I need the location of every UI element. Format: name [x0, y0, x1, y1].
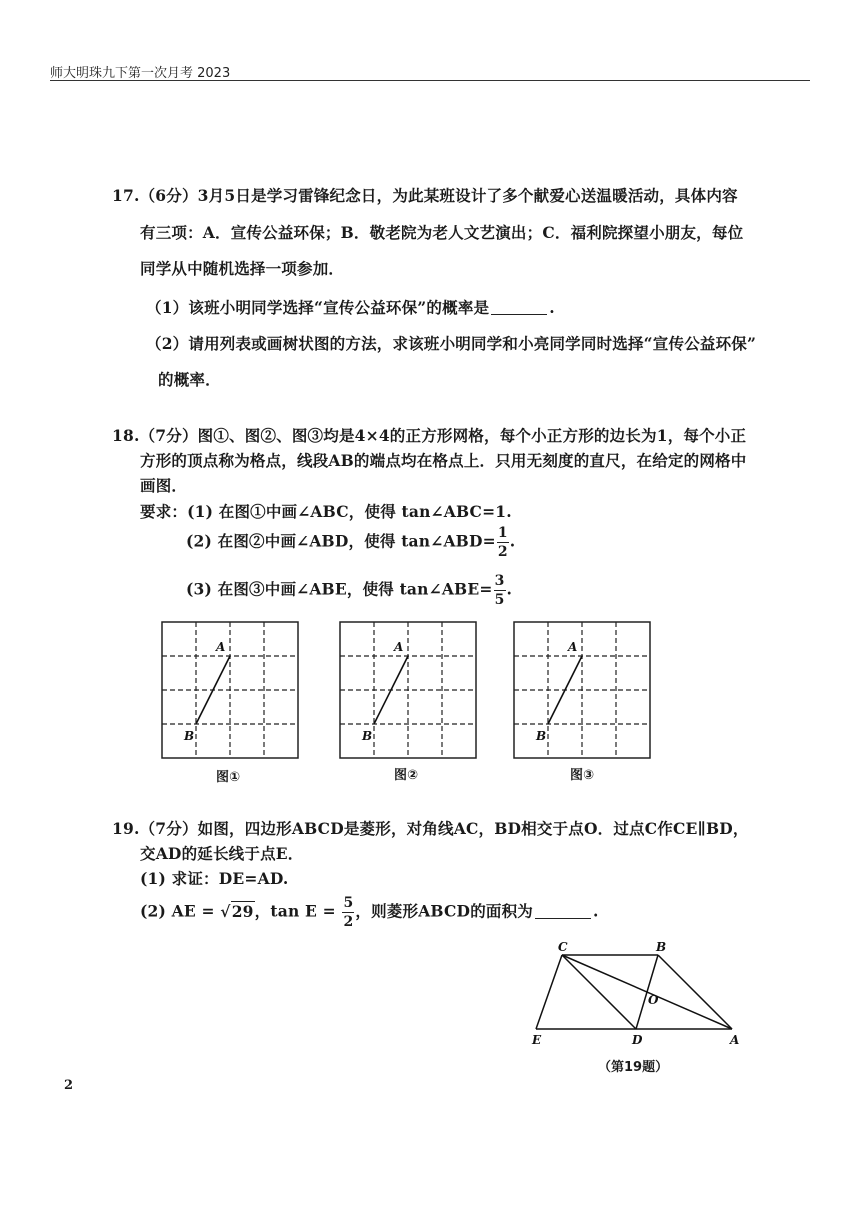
q18-line2: 方形的顶点称为格点，线段AB的端点均在格点上．只用无刻度的直尺，在给定的网格中 — [140, 451, 747, 470]
point-a-label: A — [216, 640, 226, 654]
point-b-label: B — [536, 729, 547, 743]
fraction-denominator: 2 — [343, 914, 354, 930]
rhombus-figure — [520, 936, 750, 1051]
q17-line2: 有三项：A．宣传公益环保；B．敬老院为老人文艺演出；C．福利院探望小朋友，每位 — [140, 223, 744, 242]
point-o-label: O — [648, 993, 659, 1007]
q17-part1-text: （1）该班小明同学选择“宣传公益环保”的概率是 — [146, 298, 490, 317]
point-a-label: A — [394, 640, 404, 654]
square-root: √29 — [220, 901, 254, 921]
q19-part2 — [140, 896, 599, 929]
q18-req1: 要求：(1) 在图①中画∠ABC，使得 tan∠ABC=1. — [140, 502, 512, 521]
q19-line1: 19.（7分）如图，四边形ABCD是菱形，对角线AC，BD相交于点O．过点C作CE∥BD， — [112, 819, 749, 838]
fraction-numerator: 5 — [343, 895, 354, 911]
q19-part2-end: . — [593, 901, 599, 921]
q17-line1: 17.（6分）3月5日是学习雷锋纪念日，为此某班设计了多个献爱心送温暖活动，具体内容 — [112, 186, 738, 205]
q19-line2: 交AD的延长线于点E． — [140, 844, 304, 863]
radicand: 29 — [231, 901, 254, 921]
fraction-numerator: 1 — [497, 525, 508, 541]
figure-2-caption: 图② — [394, 768, 419, 783]
q19-part2-mid: ，tan E = — [254, 901, 336, 921]
header-rule — [50, 80, 810, 81]
grid-figure-3 — [512, 620, 656, 760]
q19-part2-post: ，则菱形ABCD的面积为 — [355, 901, 533, 921]
point-b-label: B — [184, 729, 195, 743]
q17-line3: 同学从中随机选择一项参加． — [140, 259, 345, 278]
fraction-denominator: 2 — [497, 544, 508, 560]
q18-line1: 18.（7分）图①、图②、图③均是4×4的正方形网格，每个小正方形的边长为1，每个小正 — [112, 426, 747, 445]
fraction-three-fifths — [494, 574, 506, 607]
q19-part1: (1) 求证：DE=AD. — [140, 869, 289, 888]
fraction-denominator: 5 — [494, 592, 505, 608]
q17-part2b: 的概率． — [158, 370, 221, 389]
q18-req3-text: (3) 在图③中画∠ABE，使得 tan∠ABE= — [186, 579, 493, 599]
q18-req2-dot: . — [509, 531, 516, 551]
point-b-label: B — [362, 729, 373, 743]
figure-19-caption: （第19题） — [598, 1060, 669, 1075]
grid-figure-1 — [160, 620, 304, 760]
point-d-label: D — [632, 1033, 643, 1047]
grid-figure-2 — [338, 620, 482, 760]
answer-blank — [535, 904, 591, 919]
q17-part1-end: . — [549, 298, 555, 317]
figure-3-caption: 图③ — [570, 768, 595, 783]
q18-line3: 画图． — [140, 476, 188, 495]
point-c-label: C — [558, 940, 568, 954]
figure-1-caption: 图① — [216, 770, 241, 785]
q18-req2-text: (2) 在图②中画∠ABD，使得 tan∠ABD= — [186, 531, 496, 551]
page-number: 2 — [64, 1078, 74, 1093]
q17-part1 — [146, 296, 555, 318]
point-b-label: B — [656, 940, 667, 954]
point-a-label: A — [730, 1033, 740, 1047]
page-header: 师大明珠九下第一次月考 2023 — [50, 66, 231, 81]
fraction-one-half — [497, 526, 509, 559]
fraction-numerator: 3 — [494, 573, 505, 589]
q18-req2 — [186, 526, 515, 559]
answer-blank — [491, 300, 547, 315]
q18-req3 — [186, 574, 512, 607]
q18-req3-dot: . — [506, 579, 513, 599]
q19-part2-pre: (2) AE = — [140, 901, 215, 921]
q17-part2a: （2）请用列表或画树状图的方法，求该班小明同学和小亮同学同时选择“宣传公益环保” — [146, 334, 757, 353]
point-e-label: E — [532, 1033, 542, 1047]
point-a-label: A — [568, 640, 578, 654]
fraction-five-halves — [342, 896, 354, 929]
